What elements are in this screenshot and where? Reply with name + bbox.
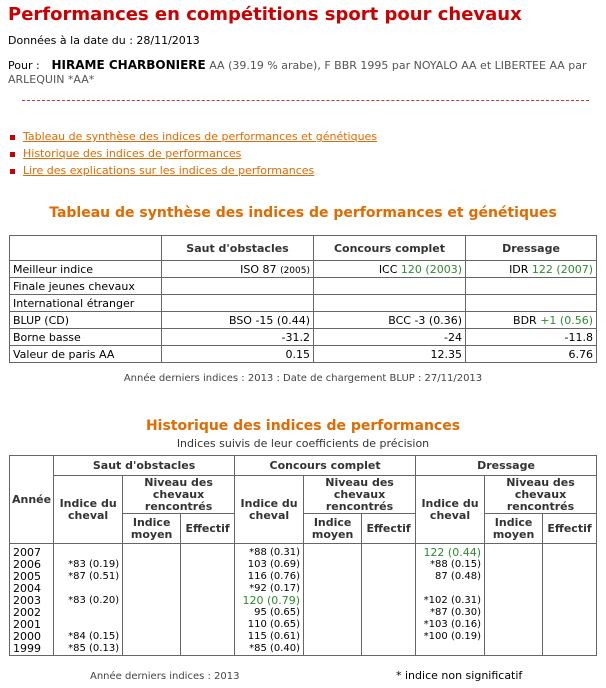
cell-saut	[162, 278, 314, 295]
table-row	[10, 631, 597, 643]
cell-saut: 0.15	[162, 346, 314, 363]
row-label: Meilleur indice	[10, 261, 162, 278]
table-row	[10, 559, 597, 571]
year-header: Année	[10, 456, 54, 544]
cell-cc: 12.35	[314, 346, 466, 363]
cell-dressage: BDR +1 (0.56)	[466, 312, 597, 329]
cell-dressage	[466, 278, 597, 295]
table-row	[10, 278, 597, 295]
link-row	[10, 145, 377, 162]
dressage-cell: *103 (0.16)	[416, 619, 485, 631]
footnote: * indice non significatif	[396, 669, 523, 682]
dressage-cell: *100 (0.19)	[416, 631, 485, 643]
horse-details: AA (39.19 % arabe), F BBR 1995 par NOYALO AA et LIBERTEE AA par ARLEQUIN *AA*	[8, 59, 587, 86]
col-header-dressage: Dressage	[466, 236, 597, 261]
link-history[interactable]: Historique des indices de performances	[23, 147, 242, 160]
saut-cell: *85 (0.13)	[54, 643, 123, 656]
year-cell: 2005	[10, 571, 54, 583]
cell-cc: BCC -3 (0.36)	[314, 312, 466, 329]
effectif-header: Effectif	[362, 514, 416, 544]
niveau-header: Niveau des chevaux rencontrés	[123, 476, 235, 514]
saut-cell: *83 (0.20)	[54, 595, 123, 607]
cell-saut	[162, 295, 314, 312]
synthesis-table	[9, 235, 597, 363]
table-row	[10, 261, 597, 278]
year-cell: 2006	[10, 559, 54, 571]
cell-dressage	[466, 295, 597, 312]
table-row	[10, 583, 597, 595]
table-row	[10, 571, 597, 583]
cc-cell: 103 (0.69)	[235, 559, 304, 571]
dressage-cell	[416, 643, 485, 656]
history-heading: Historique des indices de performances	[145, 418, 461, 434]
col-header-cc: Concours complet	[314, 236, 466, 261]
cell-cc: -24	[314, 329, 466, 346]
horse-name: HIRAME CHARBONIERE	[51, 58, 206, 72]
table-row	[10, 619, 597, 631]
table-row	[10, 544, 597, 560]
indice-moyen-header: Indice moyen	[123, 514, 181, 544]
table-row	[10, 329, 597, 346]
indice-cheval-header: Indice du cheval	[416, 476, 485, 544]
cell-dressage: IDR 122 (2007)	[466, 261, 597, 278]
saut-cell: *83 (0.19)	[54, 559, 123, 571]
history-subheading: Indices suivis de leur coefficients de précision	[176, 437, 430, 450]
year-cell: 1999	[10, 643, 54, 656]
cell-saut: ISO 87 (2005)	[162, 261, 314, 278]
dressage-cell: 122 (0.44)	[416, 544, 485, 560]
horse-info	[8, 58, 598, 87]
cell-saut: -31.2	[162, 329, 314, 346]
bullet-icon	[10, 152, 15, 157]
saut-cell	[54, 607, 123, 619]
indice-moyen-header: Indice moyen	[304, 514, 362, 544]
saut-cell	[54, 583, 123, 595]
dressage-cell: *88 (0.15)	[416, 559, 485, 571]
link-synthesis[interactable]: Tableau de synthèse des indices de performances et génétiques	[23, 130, 378, 143]
cc-cell: *85 (0.40)	[235, 643, 304, 656]
row-label: Valeur de paris AA	[10, 346, 162, 363]
link-explanations[interactable]: Lire des explications sur les indices de performances	[23, 164, 315, 177]
effectif-header: Effectif	[181, 514, 235, 544]
data-date: Données à la date du : 28/11/2013	[8, 34, 200, 47]
saut-cell	[54, 619, 123, 631]
cc-cell: *88 (0.31)	[235, 544, 304, 560]
saut-cell: *84 (0.15)	[54, 631, 123, 643]
cc-cell: 115 (0.61)	[235, 631, 304, 643]
section-links	[10, 128, 377, 179]
cell-dressage: 6.76	[466, 346, 597, 363]
link-row	[10, 162, 377, 179]
history-note: Année derniers indices : 2013	[90, 671, 240, 682]
saut-cell	[54, 544, 123, 560]
cell-saut: BSO -15 (0.44)	[162, 312, 314, 329]
effectif-header: Effectif	[543, 514, 597, 544]
year-cell: 2002	[10, 607, 54, 619]
history-table	[9, 455, 597, 656]
row-label: International étranger	[10, 295, 162, 312]
cc-cell: 116 (0.76)	[235, 571, 304, 583]
table-row	[10, 643, 597, 656]
cc-cell: 110 (0.65)	[235, 619, 304, 631]
cc-cell: *92 (0.17)	[235, 583, 304, 595]
row-label: Borne basse	[10, 329, 162, 346]
dressage-cell: *102 (0.31)	[416, 595, 485, 607]
cell-cc	[314, 295, 466, 312]
niveau-header: Niveau des chevaux rencontrés	[485, 476, 597, 514]
table-row	[10, 595, 597, 607]
table-row	[10, 607, 597, 619]
pour-label: Pour :	[8, 59, 40, 72]
page-title: Performances en compétitions sport pour chevaux	[8, 4, 522, 25]
indice-moyen-header: Indice moyen	[485, 514, 543, 544]
indice-cheval-header: Indice du cheval	[54, 476, 123, 544]
indice-cheval-header: Indice du cheval	[235, 476, 304, 544]
dressage-cell: *87 (0.30)	[416, 607, 485, 619]
row-label: Finale jeunes chevaux	[10, 278, 162, 295]
saut-cell: *87 (0.51)	[54, 571, 123, 583]
year-cell: 2004	[10, 583, 54, 595]
dressage-cell: 87 (0.48)	[416, 571, 485, 583]
synthesis-note: Année derniers indices : 2013 : Date de chargement BLUP : 27/11/2013	[123, 373, 483, 384]
empty-header	[10, 236, 162, 261]
discipline-header-dressage: Dressage	[416, 456, 597, 476]
cc-cell: 120 (0.79)	[235, 595, 304, 607]
year-cell: 2000	[10, 631, 54, 643]
table-row	[10, 295, 597, 312]
year-cell: 2003	[10, 595, 54, 607]
year-cell: 2001	[10, 619, 54, 631]
bullet-icon	[10, 169, 15, 174]
bullet-icon	[10, 135, 15, 140]
niveau-header: Niveau des chevaux rencontrés	[304, 476, 416, 514]
col-header-saut: Saut d'obstacles	[162, 236, 314, 261]
cell-cc: ICC 120 (2003)	[314, 261, 466, 278]
cell-cc	[314, 278, 466, 295]
table-row	[10, 346, 597, 363]
cell-dressage: -11.8	[466, 329, 597, 346]
row-label: BLUP (CD)	[10, 312, 162, 329]
cc-cell: 95 (0.65)	[235, 607, 304, 619]
discipline-header-cc: Concours complet	[235, 456, 416, 476]
synthesis-heading: Tableau de synthèse des indices de performances et génétiques	[49, 205, 557, 221]
discipline-header-saut: Saut d'obstacles	[54, 456, 235, 476]
table-row	[10, 312, 597, 329]
separator	[22, 100, 589, 101]
link-row	[10, 128, 377, 145]
year-cell: 2007	[10, 544, 54, 560]
dressage-cell	[416, 583, 485, 595]
